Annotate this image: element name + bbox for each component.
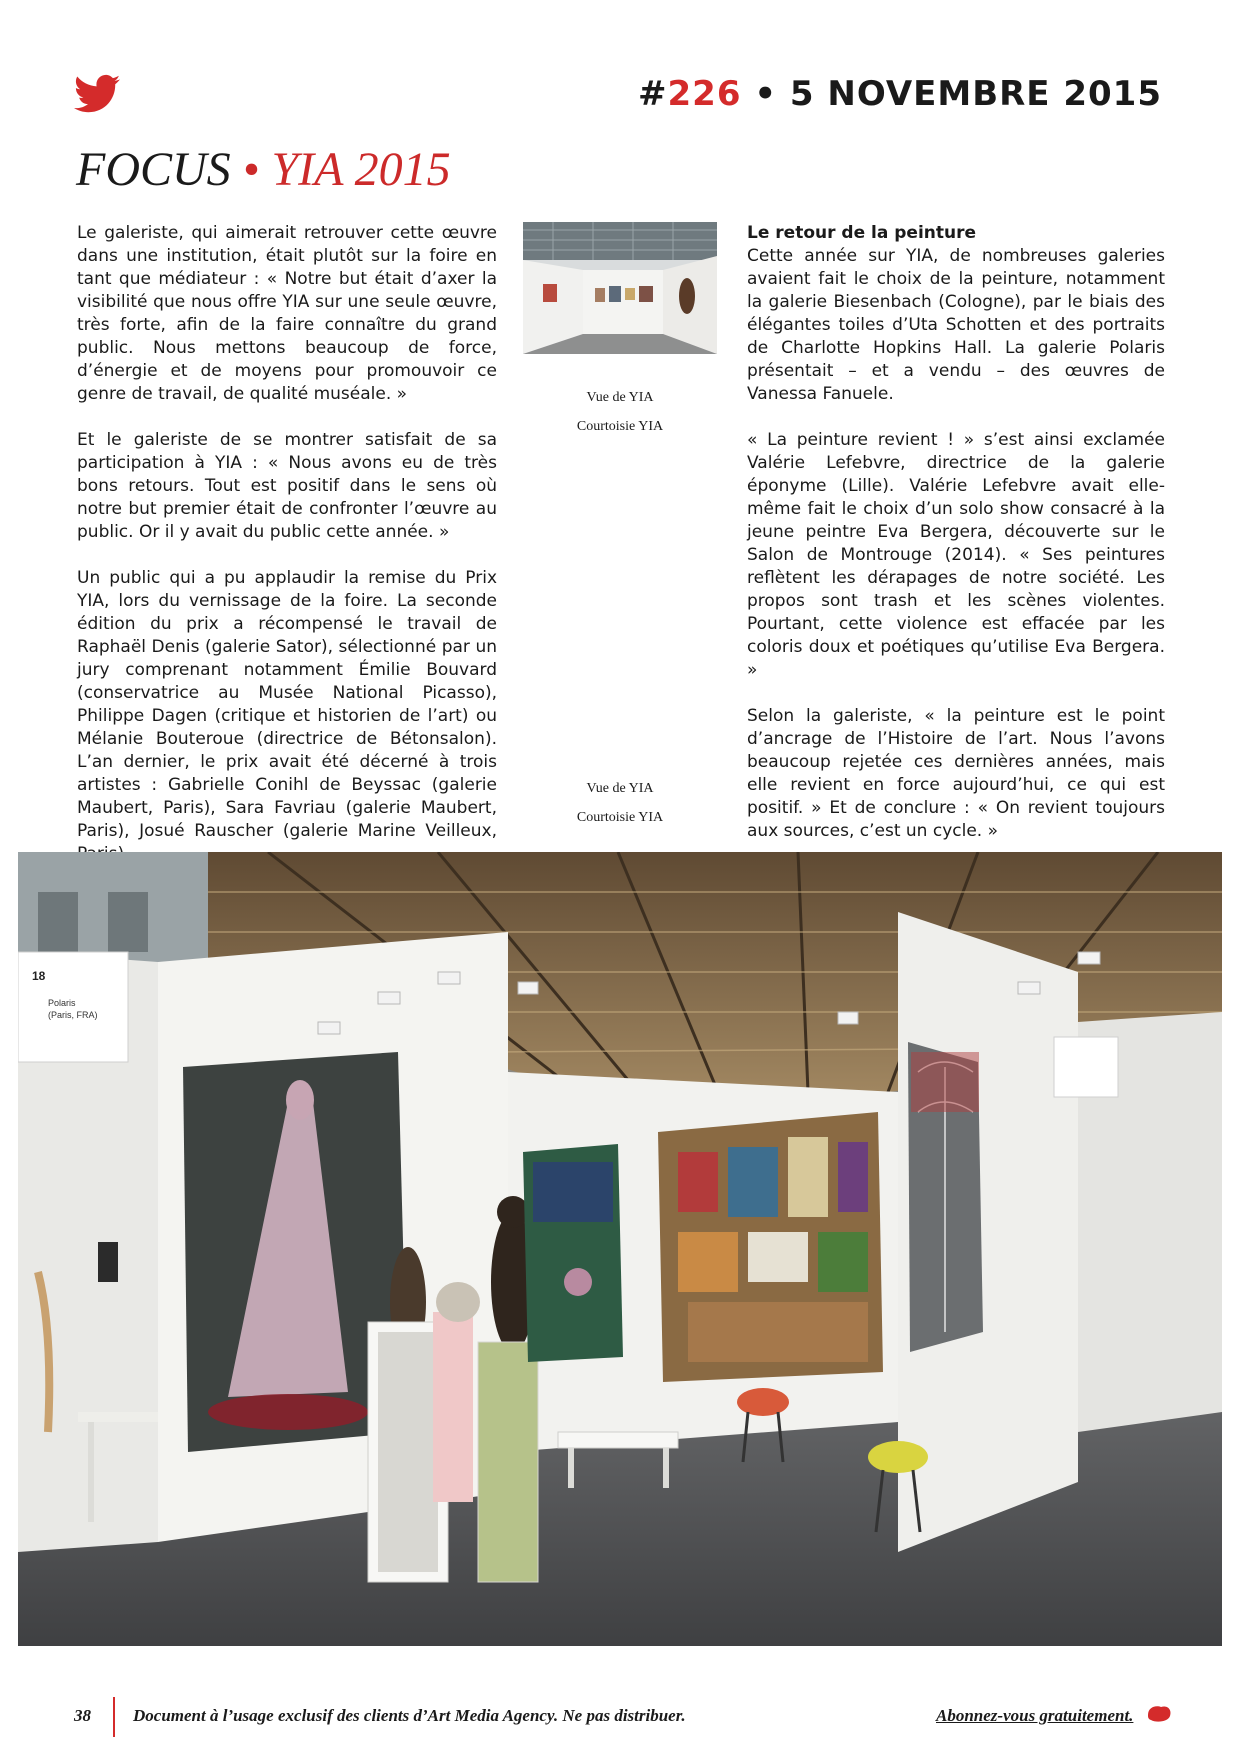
issue-header bbox=[638, 74, 1162, 114]
photo-caption-top bbox=[530, 390, 710, 435]
caption-line: Vue de YIA bbox=[586, 390, 654, 405]
paragraph: Le galeriste, qui aimerait retrouver cette œuvre dans une institution, était plutôt sur la foire en tant que médiateur : « Notre but était d’axer la visibilité que nous offre YIA sur une seule œuvre, très forte, afin de la faire connaître du grand public. Nous mettons beaucoup de force, d’énergie et de moyens pour promouvoir ce genre de travail, de qualité muséale. » bbox=[77, 223, 497, 404]
booth-city: (Paris, FRA) bbox=[48, 1010, 98, 1020]
exhibition-hall-photo bbox=[18, 852, 1222, 1646]
photo-caption-bottom bbox=[530, 781, 710, 826]
page-number: 38 bbox=[74, 1706, 91, 1725]
page-title bbox=[76, 142, 451, 197]
issue-prefix: # bbox=[638, 74, 668, 114]
title-focus: FOCUS bbox=[76, 143, 231, 196]
section-heading: Le retour de la peinture bbox=[747, 223, 977, 243]
booth-thumbnail-photo bbox=[523, 222, 717, 354]
issue-date: • 5 NOVEMBRE 2015 bbox=[754, 74, 1162, 114]
subscribe-label[interactable]: Abonnez-vous gratuitement. bbox=[936, 1706, 1134, 1725]
title-separator: • bbox=[230, 143, 272, 196]
article-column-left bbox=[77, 222, 497, 889]
article-column-right bbox=[747, 222, 1165, 958]
paragraph: Et le galeriste de se montrer satisfait de sa participation à YIA : « Nous avons eu de très bons retours. Tout est positif dans le sens où notre but premier était de confronter l’œuvre au public. Or il y avait du public cette année. » bbox=[77, 430, 497, 542]
booth-number: 18 bbox=[32, 969, 46, 983]
subscribe-link[interactable] bbox=[936, 1706, 1133, 1726]
title-event: YIA 2015 bbox=[271, 143, 451, 196]
issue-number: 226 bbox=[667, 74, 742, 114]
caption-line: Courtoisie YIA bbox=[576, 419, 664, 434]
caption-line: Courtoisie YIA bbox=[576, 810, 664, 825]
blob-icon bbox=[1146, 1704, 1172, 1724]
caption-line: Vue de YIA bbox=[586, 781, 654, 796]
twitter-bird-icon[interactable] bbox=[74, 74, 120, 114]
paragraph: Selon la galeriste, « la peinture est le point d’ancrage de l’Histoire de l’art. Nous l’avons beaucoup rejetée ces dernières années, mais elle revient en force aujourd’hui, ce qui est positif. » Et de conclure : « On revient toujours aux sources, c’est un cycle. » bbox=[747, 706, 1165, 841]
paragraph: Un public qui a pu applaudir la remise du Prix YIA, lors du vernissage de la foire. La seconde édition du prix a récompensé le travail de Raphaël Denis (galerie Sator), sélectionné par un jury comprenant notamment Émilie Bouvard (conservatrice au Musée National Picasso), Philippe Dagen (critique et historien de l’art) ou Mélanie Bouteroue (directrice de Bétonsalon). L’an dernier, le prix avait été décerné à trois artistes : Gabrielle Conihl de Beyssac (galerie Maubert, Paris), Sara Favriau (galerie Maubert, Paris), Josué Rauscher (galerie Marine Veilleux, bbox=[77, 568, 497, 841]
paragraph: Cette année sur YIA, de nombreuses galeries avaient fait le choix de la peinture, notamment la galerie Biesenbach (Cologne), par le biais des élégantes toiles d’Uta Schotten et des portraits de Charlotte Hopkins Hall. La galerie Polaris présentait – et a vendu – des œuvres de Vanessa Fanuele. bbox=[747, 246, 1165, 404]
footer-divider bbox=[113, 1697, 115, 1737]
paragraph: « La peinture revient ! » s’est ainsi exclamée Valérie Lefebvre, directrice de la galerie éponyme (Lille). Valérie Lefebvre avait elle-même fait le choix d’un solo show consacré à la jeune peintre Eva Bergera, découverte sur le Salon de Montrouge (2014). « Ses peintures reflètent les dérapages de notre société. Les propos sont trash et les scènes violentes. Pourtant, cette violence est effacée par les coloris doux et poétiques qu’utilise Eva Bergera. » bbox=[747, 430, 1165, 680]
footer-notice: Document à l’usage exclusif des clients d’Art Media Agency. Ne pas distribuer. bbox=[133, 1706, 686, 1725]
booth-gallery: Polaris bbox=[48, 998, 76, 1008]
